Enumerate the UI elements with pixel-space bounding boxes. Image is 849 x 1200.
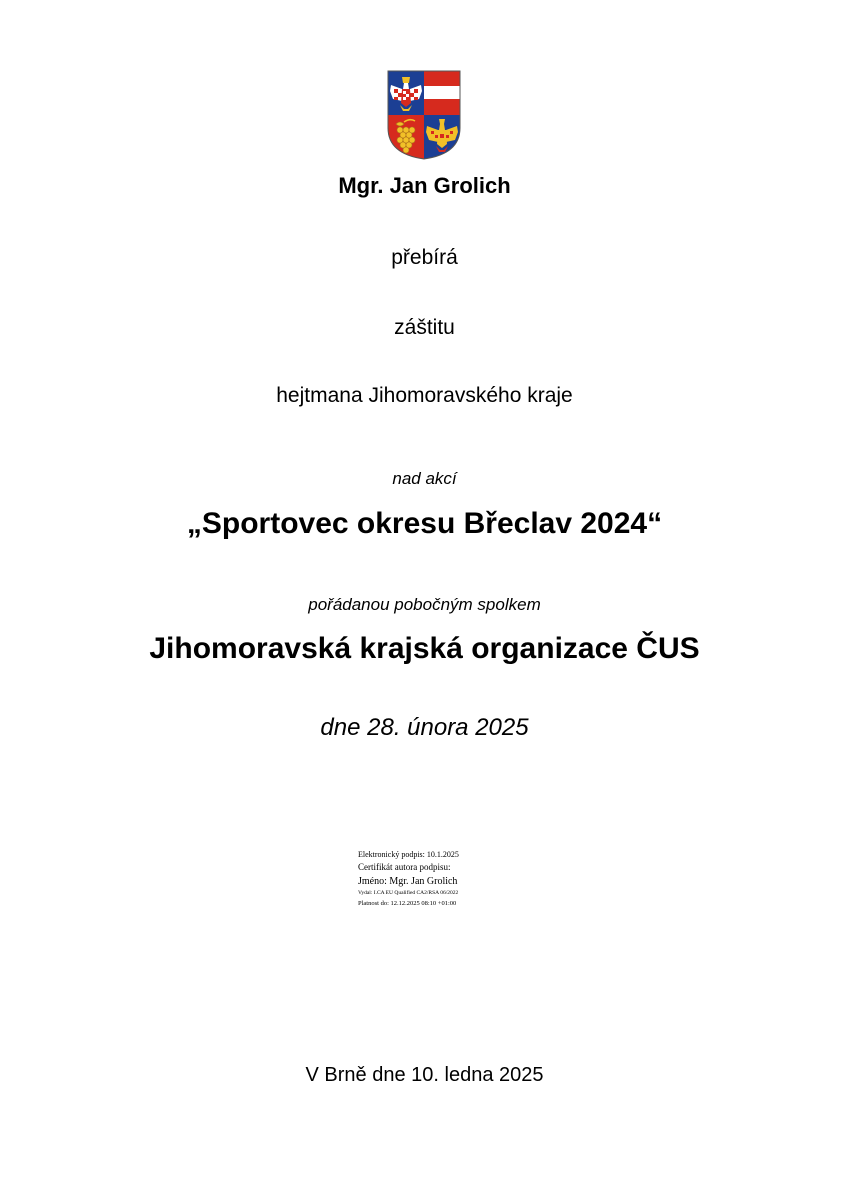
esignature-validity: Platnost do: 12.12.2025 08:10 +01:00: [358, 900, 457, 907]
organized-by-text: pořádanou pobočným spolkem: [308, 595, 541, 614]
place-and-date: V Brně dne 10. ledna 2025: [305, 1064, 544, 1086]
coat-of-arms-icon: [386, 70, 462, 160]
esignature-name: Jméno: Mgr. Jan Grolich: [358, 876, 458, 887]
esignature-date: Elektronický podpis: 10.1.2025: [358, 850, 459, 859]
event-title: „Sportovec okresu Břeclav 2024“: [186, 507, 663, 540]
event-date: dne 28. února 2025: [320, 714, 529, 741]
organization-name: Jihomoravská krajská organizace ČUS: [149, 632, 700, 665]
esignature-issuer: Vydal: I.CA EU Qualified CA2/RSA 06/2022: [358, 890, 459, 896]
verb-text: přebírá: [391, 246, 458, 269]
authority-text: hejtmana Jihomoravského kraje: [276, 384, 573, 407]
esignature-certificate-label: Certifikát autora podpisu:: [358, 862, 451, 872]
electronic-signature-block: [358, 850, 558, 910]
signer-name: Mgr. Jan Grolich: [338, 173, 511, 198]
over-event-text: nad akcí: [392, 469, 457, 488]
object-text: záštitu: [394, 316, 455, 339]
